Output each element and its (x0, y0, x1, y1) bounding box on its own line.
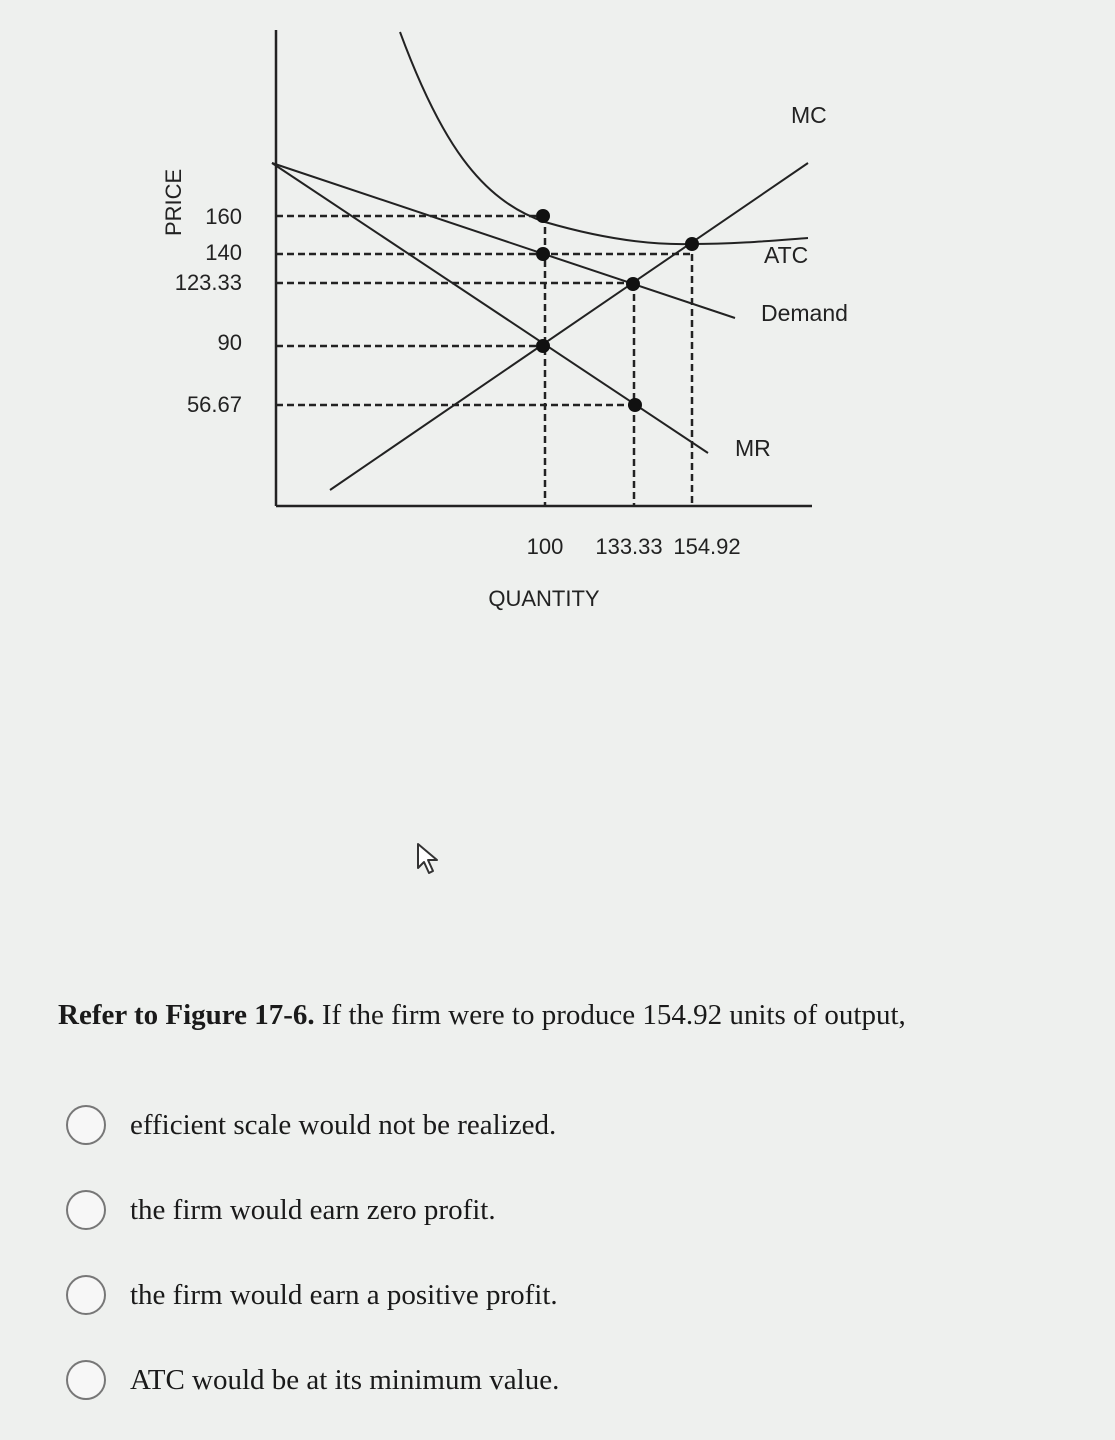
answer-options (66, 1100, 559, 1440)
answer-option-label[interactable]: the firm would earn zero profit. (130, 1193, 496, 1226)
demand-label: Demand (761, 300, 848, 326)
y-tick-label: 123.33 (174, 270, 242, 295)
radio-button[interactable] (66, 1360, 106, 1400)
y-tick-label: 160 (205, 204, 242, 229)
mr-curve (272, 163, 708, 453)
x-axis-title: QUANTITY (488, 586, 600, 611)
answer-option[interactable] (66, 1100, 559, 1150)
y-tick-label: 56.67 (186, 392, 242, 417)
radio-button[interactable] (66, 1190, 106, 1230)
point-atc-mc-154 (685, 237, 699, 251)
guide-lines (276, 216, 692, 506)
atc-curve (400, 32, 808, 244)
x-tick-label: 133.33 (595, 534, 663, 559)
question-body: If the firm were to produce 154.92 units of output, (321, 999, 906, 1031)
mouse-cursor-icon (416, 842, 442, 876)
answer-option[interactable] (66, 1270, 559, 1320)
answer-option[interactable] (66, 1355, 559, 1405)
figure-reference: Refer to Figure 17-6. (58, 999, 315, 1031)
answer-option[interactable] (66, 1185, 559, 1235)
point-mr-133 (628, 398, 642, 412)
x-tick-label: 100 (526, 534, 564, 559)
x-tick-label: 154.92 (673, 534, 741, 559)
radio-button[interactable] (66, 1105, 106, 1145)
demand-curve (272, 163, 735, 318)
answer-option-label[interactable]: ATC would be at its minimum value. (130, 1363, 560, 1396)
mc-label: MC (791, 102, 827, 128)
answer-option-label[interactable]: efficient scale would not be realized. (130, 1108, 557, 1141)
point-atc-100 (536, 209, 550, 223)
atc-label: ATC (764, 242, 809, 268)
y-tick-label: 140 (205, 240, 242, 265)
cost-revenue-chart (0, 0, 1115, 640)
point-mc-mr-100 (536, 339, 550, 353)
question-text (58, 996, 1078, 1034)
radio-button[interactable] (66, 1275, 106, 1315)
y-axis-title: PRICE (161, 168, 186, 236)
point-demand-mc-133 (626, 277, 640, 291)
point-demand-100 (536, 247, 550, 261)
y-tick-label: 90 (217, 330, 242, 355)
mr-label: MR (735, 435, 771, 461)
answer-option-label[interactable]: the firm would earn a positive profit. (130, 1278, 558, 1311)
